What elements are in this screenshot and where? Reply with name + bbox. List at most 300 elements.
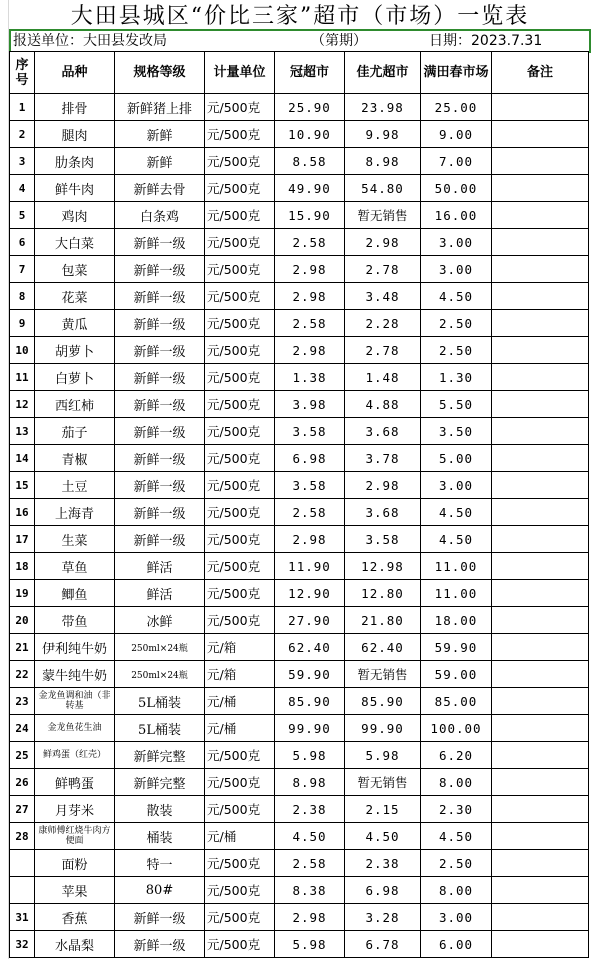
row-index[interactable]: 15 (10, 472, 35, 499)
row-product[interactable]: 大白菜 (35, 229, 115, 256)
header-product: 品种 (35, 52, 115, 94)
row-price-store2[interactable]: 8.98 (345, 148, 421, 175)
row-index[interactable]: 25 (10, 742, 35, 769)
row-price-store3[interactable]: 2.50 (421, 310, 492, 337)
row-price-store1[interactable]: 2.98 (275, 283, 345, 310)
row-index[interactable]: 28 (10, 823, 35, 850)
row-note[interactable] (492, 850, 589, 877)
row-price-store1[interactable]: 2.58 (275, 499, 345, 526)
row-note[interactable] (492, 688, 589, 715)
row-unit[interactable]: 元/500克 (205, 607, 275, 634)
row-price-store2[interactable]: 12.98 (345, 553, 421, 580)
row-note[interactable] (492, 256, 589, 283)
row-note[interactable] (492, 148, 589, 175)
table-row[interactable] (10, 148, 589, 175)
row-price-store1[interactable]: 2.98 (275, 904, 345, 931)
row-price-store3[interactable]: 2.30 (421, 796, 492, 823)
table-row[interactable] (10, 904, 589, 931)
row-price-store1[interactable]: 12.90 (275, 580, 345, 607)
row-product[interactable]: 青椒 (35, 445, 115, 472)
row-product[interactable]: 鸡肉 (35, 202, 115, 229)
row-spec[interactable]: 新鲜一级 (115, 229, 205, 256)
row-price-store3[interactable]: 7.00 (421, 148, 492, 175)
row-product[interactable]: 伊利纯牛奶 (35, 634, 115, 661)
row-index[interactable]: 31 (10, 904, 35, 931)
row-unit[interactable]: 元/500克 (205, 202, 275, 229)
row-price-store3[interactable]: 8.00 (421, 877, 492, 904)
row-price-store2[interactable]: 暂无销售 (345, 202, 421, 229)
row-price-store3[interactable]: 11.00 (421, 553, 492, 580)
row-product[interactable]: 月芽米 (35, 796, 115, 823)
table-row[interactable] (10, 850, 589, 877)
row-product[interactable]: 鲫鱼 (35, 580, 115, 607)
row-unit[interactable]: 元/500克 (205, 175, 275, 202)
row-spec[interactable]: 新鲜一级 (115, 418, 205, 445)
row-index[interactable]: 18 (10, 553, 35, 580)
table-row[interactable] (10, 391, 589, 418)
row-spec[interactable]: 新鲜一级 (115, 364, 205, 391)
row-note[interactable] (492, 661, 589, 688)
row-price-store3[interactable]: 9.00 (421, 121, 492, 148)
report-info-bar[interactable] (9, 29, 591, 53)
row-unit[interactable]: 元/500克 (205, 445, 275, 472)
row-product[interactable]: 胡萝卜 (35, 337, 115, 364)
row-index[interactable]: 6 (10, 229, 35, 256)
report-unit: 报送单位：大田县发改局 (13, 33, 167, 49)
row-note[interactable] (492, 472, 589, 499)
row-note[interactable] (492, 580, 589, 607)
row-price-store1[interactable]: 2.98 (275, 337, 345, 364)
row-price-store3[interactable]: 3.50 (421, 418, 492, 445)
row-price-store2[interactable]: 6.78 (345, 931, 421, 958)
row-product[interactable]: 花菜 (35, 283, 115, 310)
row-unit[interactable]: 元/500克 (205, 742, 275, 769)
table-row[interactable] (10, 418, 589, 445)
row-product[interactable]: 草鱼 (35, 553, 115, 580)
row-spec[interactable]: 鲜活 (115, 580, 205, 607)
row-index[interactable]: 27 (10, 796, 35, 823)
table-row[interactable] (10, 553, 589, 580)
row-product[interactable]: 香蕉 (35, 904, 115, 931)
row-unit[interactable]: 元/500克 (205, 769, 275, 796)
row-index[interactable]: 1 (10, 94, 35, 121)
row-spec[interactable]: 白条鸡 (115, 202, 205, 229)
row-index[interactable]: 11 (10, 364, 35, 391)
row-index[interactable]: 14 (10, 445, 35, 472)
row-product[interactable]: 面粉 (35, 850, 115, 877)
row-index[interactable]: 23 (10, 688, 35, 715)
row-product[interactable]: 土豆 (35, 472, 115, 499)
row-spec[interactable]: 新鲜一级 (115, 283, 205, 310)
row-product[interactable]: 白萝卜 (35, 364, 115, 391)
row-price-store2[interactable]: 5.98 (345, 742, 421, 769)
row-price-store2[interactable]: 2.98 (345, 472, 421, 499)
row-unit[interactable]: 元/500克 (205, 877, 275, 904)
header-unit: 计量单位 (205, 52, 275, 94)
row-price-store2[interactable]: 23.98 (345, 94, 421, 121)
row-price-store3[interactable]: 85.00 (421, 688, 492, 715)
row-spec[interactable]: 5L桶装 (115, 715, 205, 742)
row-price-store3[interactable]: 3.00 (421, 904, 492, 931)
table-row[interactable] (10, 742, 589, 769)
row-unit[interactable]: 元/500克 (205, 283, 275, 310)
row-index[interactable]: 21 (10, 634, 35, 661)
row-unit[interactable]: 元/500克 (205, 94, 275, 121)
row-spec[interactable]: 新鲜一级 (115, 256, 205, 283)
row-spec[interactable]: 新鲜一级 (115, 526, 205, 553)
row-price-store2[interactable]: 1.48 (345, 364, 421, 391)
row-price-store2[interactable]: 3.28 (345, 904, 421, 931)
row-unit[interactable]: 元/500克 (205, 229, 275, 256)
row-index[interactable]: 20 (10, 607, 35, 634)
row-index[interactable] (10, 877, 35, 904)
table-row[interactable] (10, 499, 589, 526)
row-note[interactable] (492, 364, 589, 391)
table-row[interactable] (10, 634, 589, 661)
table-row[interactable] (10, 202, 589, 229)
row-note[interactable] (492, 823, 589, 850)
row-note[interactable] (492, 418, 589, 445)
row-price-store3[interactable]: 16.00 (421, 202, 492, 229)
row-price-store2[interactable]: 暂无销售 (345, 769, 421, 796)
row-price-store1[interactable]: 2.58 (275, 850, 345, 877)
row-index[interactable]: 9 (10, 310, 35, 337)
row-unit[interactable]: 元/箱 (205, 661, 275, 688)
row-price-store3[interactable]: 4.50 (421, 526, 492, 553)
row-price-store1[interactable]: 85.90 (275, 688, 345, 715)
row-price-store2[interactable]: 2.78 (345, 256, 421, 283)
row-price-store1[interactable]: 8.38 (275, 877, 345, 904)
row-price-store2[interactable]: 6.98 (345, 877, 421, 904)
row-unit[interactable]: 元/500克 (205, 904, 275, 931)
row-price-store2[interactable]: 2.98 (345, 229, 421, 256)
row-price-store2[interactable]: 54.80 (345, 175, 421, 202)
row-price-store3[interactable]: 5.00 (421, 445, 492, 472)
row-unit[interactable]: 元/500克 (205, 553, 275, 580)
row-price-store2[interactable]: 85.90 (345, 688, 421, 715)
row-product[interactable]: 生菜 (35, 526, 115, 553)
row-unit[interactable]: 元/500克 (205, 121, 275, 148)
row-price-store2[interactable]: 21.80 (345, 607, 421, 634)
row-price-store3[interactable]: 18.00 (421, 607, 492, 634)
row-price-store1[interactable]: 1.38 (275, 364, 345, 391)
row-spec[interactable]: 冰鲜 (115, 607, 205, 634)
row-price-store3[interactable]: 50.00 (421, 175, 492, 202)
row-price-store2[interactable]: 暂无销售 (345, 661, 421, 688)
row-product[interactable]: 茄子 (35, 418, 115, 445)
row-spec[interactable]: 新鲜完整 (115, 769, 205, 796)
row-price-store2[interactable]: 3.68 (345, 499, 421, 526)
row-unit[interactable]: 元/500克 (205, 850, 275, 877)
table-row[interactable] (10, 445, 589, 472)
row-note[interactable] (492, 931, 589, 958)
row-note[interactable] (492, 607, 589, 634)
row-spec[interactable]: 新鲜猪上排 (115, 94, 205, 121)
row-note[interactable] (492, 121, 589, 148)
row-product[interactable]: 西红柿 (35, 391, 115, 418)
row-price-store1[interactable]: 3.58 (275, 472, 345, 499)
row-price-store3[interactable]: 100.00 (421, 715, 492, 742)
row-spec[interactable]: 5L桶装 (115, 688, 205, 715)
row-price-store3[interactable]: 4.50 (421, 823, 492, 850)
row-price-store1[interactable]: 25.90 (275, 94, 345, 121)
table-row[interactable] (10, 580, 589, 607)
row-product[interactable]: 鲜牛肉 (35, 175, 115, 202)
row-spec[interactable]: 新鲜一级 (115, 310, 205, 337)
table-row[interactable] (10, 661, 589, 688)
row-price-store2[interactable]: 9.98 (345, 121, 421, 148)
row-price-store1[interactable]: 4.50 (275, 823, 345, 850)
row-note[interactable] (492, 499, 589, 526)
report-period: （第期） (311, 33, 367, 49)
table-row[interactable] (10, 472, 589, 499)
row-index[interactable]: 16 (10, 499, 35, 526)
row-note[interactable] (492, 94, 589, 121)
row-spec[interactable]: 新鲜一级 (115, 931, 205, 958)
row-price-store2[interactable]: 99.90 (345, 715, 421, 742)
table-row[interactable] (10, 688, 589, 715)
row-index[interactable]: 17 (10, 526, 35, 553)
table-row[interactable] (10, 769, 589, 796)
row-index[interactable]: 13 (10, 418, 35, 445)
row-product[interactable]: 苹果 (35, 877, 115, 904)
row-price-store3[interactable]: 4.50 (421, 499, 492, 526)
row-note[interactable] (492, 742, 589, 769)
row-unit[interactable]: 元/500克 (205, 526, 275, 553)
row-product[interactable]: 上海青 (35, 499, 115, 526)
row-product[interactable]: 水晶梨 (35, 931, 115, 958)
row-product[interactable]: 蒙牛纯牛奶 (35, 661, 115, 688)
row-price-store1[interactable]: 3.58 (275, 418, 345, 445)
row-price-store2[interactable]: 3.58 (345, 526, 421, 553)
table-row[interactable] (10, 877, 589, 904)
row-price-store2[interactable]: 2.15 (345, 796, 421, 823)
header-note: 备注 (492, 52, 589, 94)
table-row[interactable] (10, 715, 589, 742)
row-note[interactable] (492, 769, 589, 796)
table-row[interactable] (10, 796, 589, 823)
row-unit[interactable]: 元/500克 (205, 391, 275, 418)
table-row[interactable] (10, 283, 589, 310)
row-index[interactable]: 10 (10, 337, 35, 364)
page-title: 大田县城区“价比三家”超市（市场）一览表 (70, 4, 530, 29)
row-unit[interactable]: 元/500克 (205, 256, 275, 283)
row-index[interactable]: 4 (10, 175, 35, 202)
row-product[interactable]: 包菜 (35, 256, 115, 283)
row-price-store1[interactable]: 2.58 (275, 229, 345, 256)
row-spec[interactable]: 新鲜一级 (115, 499, 205, 526)
row-note[interactable] (492, 310, 589, 337)
row-price-store2[interactable]: 2.38 (345, 850, 421, 877)
row-price-store1[interactable]: 8.58 (275, 148, 345, 175)
row-spec[interactable]: 新鲜 (115, 121, 205, 148)
row-index[interactable]: 3 (10, 148, 35, 175)
row-price-store3[interactable]: 2.50 (421, 850, 492, 877)
table-row[interactable] (10, 931, 589, 958)
row-price-store1[interactable]: 3.98 (275, 391, 345, 418)
price-table (9, 51, 589, 958)
row-index[interactable]: 12 (10, 391, 35, 418)
row-index[interactable]: 26 (10, 769, 35, 796)
table-row[interactable] (10, 94, 589, 121)
row-note[interactable] (492, 904, 589, 931)
row-unit[interactable]: 元/桶 (205, 715, 275, 742)
table-row[interactable] (10, 121, 589, 148)
row-spec[interactable]: 新鲜去骨 (115, 175, 205, 202)
row-price-store1[interactable]: 2.58 (275, 310, 345, 337)
row-spec[interactable]: 新鲜一级 (115, 904, 205, 931)
row-price-store1[interactable]: 62.40 (275, 634, 345, 661)
row-price-store3[interactable]: 3.00 (421, 229, 492, 256)
row-spec[interactable]: 鲜活 (115, 553, 205, 580)
row-index[interactable]: 8 (10, 283, 35, 310)
row-price-store3[interactable]: 2.50 (421, 337, 492, 364)
row-product[interactable]: 腿肉 (35, 121, 115, 148)
row-price-store2[interactable]: 3.48 (345, 283, 421, 310)
row-price-store1[interactable]: 10.90 (275, 121, 345, 148)
row-unit[interactable]: 元/500克 (205, 364, 275, 391)
row-spec[interactable]: 新鲜 (115, 148, 205, 175)
row-unit[interactable]: 元/桶 (205, 823, 275, 850)
row-note[interactable] (492, 202, 589, 229)
row-note[interactable] (492, 445, 589, 472)
row-unit[interactable]: 元/500克 (205, 148, 275, 175)
table-row[interactable] (10, 256, 589, 283)
row-note[interactable] (492, 526, 589, 553)
row-unit[interactable]: 元/500克 (205, 310, 275, 337)
row-index[interactable]: 19 (10, 580, 35, 607)
table-row[interactable] (10, 364, 589, 391)
row-price-store3[interactable]: 25.00 (421, 94, 492, 121)
row-index[interactable]: 24 (10, 715, 35, 742)
row-price-store1[interactable]: 6.98 (275, 445, 345, 472)
table-row[interactable] (10, 175, 589, 202)
row-price-store1[interactable]: 2.38 (275, 796, 345, 823)
row-price-store1[interactable]: 27.90 (275, 607, 345, 634)
row-index[interactable]: 7 (10, 256, 35, 283)
row-spec[interactable]: 新鲜一级 (115, 337, 205, 364)
row-price-store1[interactable]: 59.90 (275, 661, 345, 688)
row-price-store3[interactable]: 5.50 (421, 391, 492, 418)
table-row[interactable] (10, 229, 589, 256)
row-spec[interactable]: 散装 (115, 796, 205, 823)
row-price-store2[interactable]: 4.50 (345, 823, 421, 850)
row-note[interactable] (492, 391, 589, 418)
row-product[interactable]: 金龙鱼调和油（非转基 (35, 688, 115, 715)
row-spec[interactable]: 250ml×24瓶 (115, 661, 205, 688)
row-price-store1[interactable]: 15.90 (275, 202, 345, 229)
row-spec[interactable]: 新鲜完整 (115, 742, 205, 769)
row-index[interactable]: 32 (10, 931, 35, 958)
row-price-store3[interactable]: 59.00 (421, 661, 492, 688)
row-price-store1[interactable]: 2.98 (275, 256, 345, 283)
row-product[interactable]: 鲜鸡蛋（红壳） (35, 742, 115, 769)
row-price-store3[interactable]: 11.00 (421, 580, 492, 607)
row-price-store2[interactable]: 62.40 (345, 634, 421, 661)
row-price-store1[interactable]: 11.90 (275, 553, 345, 580)
row-price-store3[interactable]: 3.00 (421, 472, 492, 499)
row-unit[interactable]: 元/500克 (205, 499, 275, 526)
row-price-store2[interactable]: 3.68 (345, 418, 421, 445)
row-unit[interactable]: 元/500克 (205, 931, 275, 958)
row-product[interactable]: 排骨 (35, 94, 115, 121)
row-price-store3[interactable]: 1.30 (421, 364, 492, 391)
row-price-store1[interactable]: 5.98 (275, 742, 345, 769)
row-unit[interactable]: 元/500克 (205, 418, 275, 445)
table-row[interactable] (10, 607, 589, 634)
header-store1: 冠超市 (275, 52, 345, 94)
header-store3: 满田春市场 (421, 52, 492, 94)
row-unit[interactable]: 元/500克 (205, 472, 275, 499)
row-unit[interactable]: 元/500克 (205, 796, 275, 823)
table-row[interactable] (10, 310, 589, 337)
row-index[interactable] (10, 850, 35, 877)
row-note[interactable] (492, 283, 589, 310)
row-price-store3[interactable]: 6.00 (421, 931, 492, 958)
row-spec[interactable]: 新鲜一级 (115, 391, 205, 418)
row-spec[interactable]: 特一 (115, 850, 205, 877)
row-index[interactable]: 22 (10, 661, 35, 688)
table-header-row (10, 52, 589, 94)
row-note[interactable] (492, 877, 589, 904)
row-spec[interactable]: 新鲜一级 (115, 445, 205, 472)
row-product[interactable]: 黄瓜 (35, 310, 115, 337)
row-unit[interactable]: 元/500克 (205, 337, 275, 364)
row-product[interactable]: 金龙鱼花生油 (35, 715, 115, 742)
row-note[interactable] (492, 634, 589, 661)
row-spec[interactable]: 桶装 (115, 823, 205, 850)
header-spec: 规格等级 (115, 52, 205, 94)
row-spec[interactable]: 新鲜一级 (115, 472, 205, 499)
table-row[interactable] (10, 823, 589, 850)
row-index[interactable]: 5 (10, 202, 35, 229)
row-product[interactable]: 肋条肉 (35, 148, 115, 175)
row-price-store3[interactable]: 8.00 (421, 769, 492, 796)
row-spec[interactable]: 80# (115, 877, 205, 904)
row-price-store1[interactable]: 49.90 (275, 175, 345, 202)
row-price-store3[interactable]: 59.90 (421, 634, 492, 661)
row-price-store1[interactable]: 2.98 (275, 526, 345, 553)
row-price-store3[interactable]: 6.20 (421, 742, 492, 769)
row-price-store1[interactable]: 8.98 (275, 769, 345, 796)
row-note[interactable] (492, 796, 589, 823)
row-product[interactable]: 康师傅红烧牛肉方便面 (35, 823, 115, 850)
table-row[interactable] (10, 526, 589, 553)
row-product[interactable]: 带鱼 (35, 607, 115, 634)
row-price-store1[interactable]: 99.90 (275, 715, 345, 742)
row-price-store2[interactable]: 3.78 (345, 445, 421, 472)
row-price-store3[interactable]: 3.00 (421, 256, 492, 283)
row-price-store2[interactable]: 2.28 (345, 310, 421, 337)
row-price-store2[interactable]: 12.80 (345, 580, 421, 607)
row-price-store2[interactable]: 2.78 (345, 337, 421, 364)
table-row[interactable] (10, 337, 589, 364)
row-unit[interactable]: 元/500克 (205, 580, 275, 607)
row-note[interactable] (492, 337, 589, 364)
row-price-store1[interactable]: 5.98 (275, 931, 345, 958)
row-spec[interactable]: 250ml×24瓶 (115, 634, 205, 661)
row-note[interactable] (492, 553, 589, 580)
row-product[interactable]: 鲜鸭蛋 (35, 769, 115, 796)
row-note[interactable] (492, 715, 589, 742)
row-price-store3[interactable]: 4.50 (421, 283, 492, 310)
row-note[interactable] (492, 229, 589, 256)
row-index[interactable]: 2 (10, 121, 35, 148)
row-unit[interactable]: 元/桶 (205, 688, 275, 715)
row-price-store2[interactable]: 4.88 (345, 391, 421, 418)
row-note[interactable] (492, 175, 589, 202)
row-unit[interactable]: 元/箱 (205, 634, 275, 661)
